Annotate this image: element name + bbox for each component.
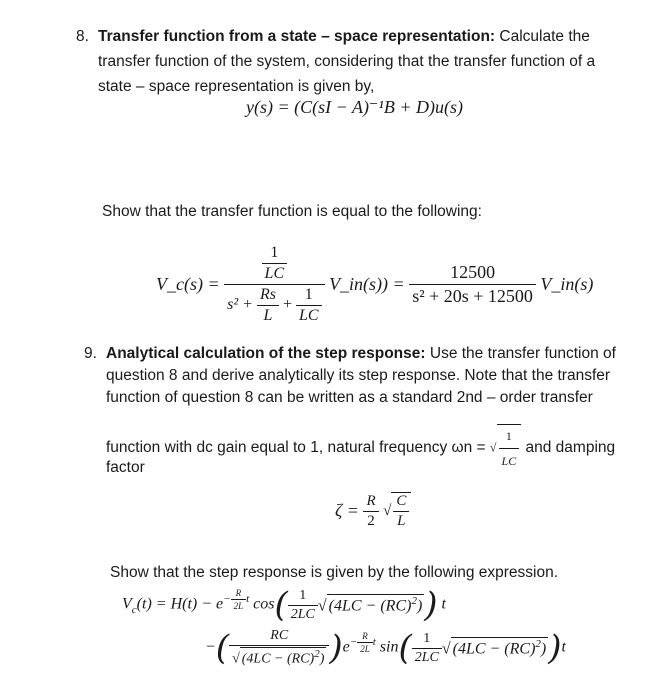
q8-number: 8. — [76, 28, 89, 45]
tf-vin: V_in(s)) = — [329, 274, 405, 294]
tf-num-inner — [262, 244, 288, 283]
q9-title: Analytical calculation of the step response: — [106, 345, 426, 362]
q9-zeta — [335, 492, 411, 530]
tf-big-fraction — [224, 244, 324, 325]
tf-vin-end: V_in(s) — [540, 274, 594, 294]
q9-line4-a: function with dc gain equal to 1, natural frequency ωn = — [106, 439, 486, 457]
zeta-two: 2 — [367, 512, 375, 529]
q8-line1-rest: Calculate the — [499, 28, 590, 45]
tf-lhs: V_c(s) = — [156, 274, 220, 294]
tf-den-lc: LC — [298, 307, 319, 324]
tf-num-one: 1 — [262, 244, 288, 264]
step-line1: $V_c(t) = H(t) - e^{- \frac{R}{2L} t}$ cos( $\frac{1}{2LC}$ √ (4LC − (RC)$^2$)) t — [122, 585, 446, 625]
q8-line2: transfer function of the system, considering that the transfer function of a — [98, 53, 596, 70]
q8-line3: state – space representation is given by, — [98, 78, 375, 95]
tf-den-rs-frac — [257, 286, 279, 325]
tf-num-lc: LC — [264, 265, 285, 282]
q8-line1 — [98, 26, 590, 48]
q9-line4 — [106, 424, 615, 472]
tf-den-lc-frac — [296, 286, 322, 325]
zeta-symbol: ζ = — [335, 500, 359, 521]
q8-show-text: Show that the transfer function is equal to the following: — [102, 203, 482, 220]
q8-title: Transfer function from a state – space representation: — [98, 28, 496, 45]
tf-den-one: 1 — [296, 286, 322, 306]
tf-num-value: 12500 — [409, 262, 536, 285]
q9-line5: factor — [106, 459, 145, 476]
q8-formula — [246, 97, 463, 118]
tf-numerator — [224, 244, 324, 285]
q9-step-text: Show that the step response is given by the following expression. — [110, 564, 559, 581]
formula-text: y(s) = (C(sI − A)⁻¹B + D)u(s) — [246, 97, 463, 117]
tf-den-plus: + — [282, 296, 292, 314]
q9-number: 9. — [84, 345, 97, 362]
q9-line1-rest: Use the transfer function of — [429, 345, 616, 362]
tf-den-a: s² + — [227, 296, 253, 314]
zeta-r: R — [363, 493, 378, 512]
zeta-sqrt: √ $\frac{C}{L}$ — [383, 492, 411, 530]
q9-line3: function of question 8 can be written as a standard 2nd – order transfer — [106, 389, 593, 406]
tf-den-l: L — [263, 307, 273, 324]
tf-denominator — [224, 285, 324, 325]
omega-sqrt: √ $\frac{1}{LC}$ — [490, 424, 521, 472]
zeta-frac — [363, 493, 378, 530]
q9-line4-b: and damping — [525, 439, 616, 457]
q9-line2: question 8 and derive analytically its step response. Note that the transfer — [106, 367, 611, 384]
tf-den-value: s² + 20s + 12500 — [412, 286, 533, 306]
q9-line1 — [106, 343, 616, 365]
step-line2: −( $\frac{RC}{√ (4LC - (RC)^2)}$ )$e^{- \frac{R}{2L} t}$ sin( $\frac{1}{2LC}$ √ (4LC − (RC)$^2$))t — [205, 628, 566, 668]
tf-den-rs: Rs — [257, 286, 279, 306]
tf-numeric-fraction — [409, 262, 536, 307]
q8-tf-equation — [156, 244, 593, 325]
